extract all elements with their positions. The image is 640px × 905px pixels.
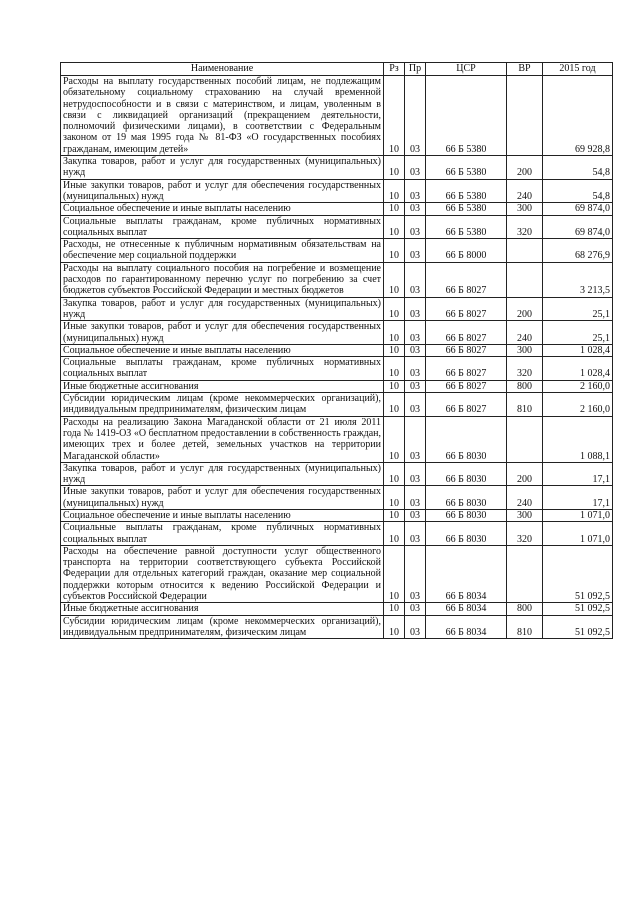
header-pr: Пр: [405, 63, 426, 76]
row-csr: 66 Б 5380: [426, 76, 507, 156]
row-amount: 69 928,8: [543, 76, 613, 156]
row-vr: 800: [507, 380, 543, 392]
row-rz: 10: [384, 615, 405, 639]
row-name: Расходы на обеспечение равной доступности услуг общественного транспорта на территории соответствующего субъекта Российской Федерации для отдельных категорий граждан, оказание мер социальной поддержки которым относится к ведению Российской Федерации и субъектов Российской Федерации: [61, 545, 384, 602]
row-pr: 03: [405, 262, 426, 297]
table-row: [61, 297, 613, 321]
row-amount: 1 071,0: [543, 522, 613, 546]
row-vr: 320: [507, 522, 543, 546]
row-rz: 10: [384, 156, 405, 180]
row-vr: 300: [507, 203, 543, 215]
header-rz: Рз: [384, 63, 405, 76]
table-row: [61, 76, 613, 156]
table-row: [61, 462, 613, 486]
row-pr: 03: [405, 380, 426, 392]
row-name: Закупка товаров, работ и услуг для государственных (муниципальных) нужд: [61, 156, 384, 180]
row-csr: 66 Б 8027: [426, 357, 507, 381]
table-row: [61, 486, 613, 510]
row-rz: 10: [384, 179, 405, 203]
row-pr: 03: [405, 344, 426, 356]
row-csr: 66 Б 8030: [426, 486, 507, 510]
row-name: Социальные выплаты гражданам, кроме публичных нормативных социальных выплат: [61, 215, 384, 239]
row-vr: 240: [507, 321, 543, 345]
row-name: Иные закупки товаров, работ и услуг для обеспечения государственных (муниципальных) нужд: [61, 179, 384, 203]
row-rz: 10: [384, 321, 405, 345]
row-name: Расходы на выплату социального пособия на погребение и возмещение расходов по гарантированному перечню услуг по погребению за счет бюджетов субъектов Российской Федерации и местных бюджетов: [61, 262, 384, 297]
table-row: [61, 416, 613, 462]
table-row: [61, 509, 613, 521]
row-name: Расходы, не отнесенные к публичным нормативным обязательствам на обеспечение мер социальной поддержки: [61, 239, 384, 263]
row-amount: 25,1: [543, 297, 613, 321]
row-amount: 1 028,4: [543, 344, 613, 356]
row-pr: 03: [405, 179, 426, 203]
table-row: [61, 344, 613, 356]
table-row: [61, 545, 613, 602]
row-vr: 200: [507, 156, 543, 180]
row-csr: 66 Б 8034: [426, 545, 507, 602]
row-amount: 69 874,0: [543, 203, 613, 215]
table-row: [61, 239, 613, 263]
row-csr: 66 Б 8034: [426, 603, 507, 615]
row-amount: 2 160,0: [543, 393, 613, 417]
row-name: Социальное обеспечение и иные выплаты населению: [61, 344, 384, 356]
row-pr: 03: [405, 297, 426, 321]
row-amount: 3 213,5: [543, 262, 613, 297]
row-pr: 03: [405, 416, 426, 462]
row-pr: 03: [405, 545, 426, 602]
row-csr: 66 Б 8027: [426, 344, 507, 356]
row-pr: 03: [405, 76, 426, 156]
row-rz: 10: [384, 262, 405, 297]
table-row: [61, 393, 613, 417]
table-row: [61, 215, 613, 239]
row-name: Социальные выплаты гражданам, кроме публичных нормативных социальных выплат: [61, 357, 384, 381]
row-vr: 800: [507, 603, 543, 615]
row-amount: 1 028,4: [543, 357, 613, 381]
row-amount: 69 874,0: [543, 215, 613, 239]
row-rz: 10: [384, 380, 405, 392]
row-pr: 03: [405, 522, 426, 546]
row-pr: 03: [405, 486, 426, 510]
row-amount: 54,8: [543, 156, 613, 180]
row-csr: 66 Б 8027: [426, 380, 507, 392]
row-rz: 10: [384, 603, 405, 615]
table-row: [61, 179, 613, 203]
row-vr: 200: [507, 297, 543, 321]
row-csr: 66 Б 8030: [426, 416, 507, 462]
row-rz: 10: [384, 297, 405, 321]
row-rz: 10: [384, 545, 405, 602]
row-pr: 03: [405, 239, 426, 263]
row-amount: 51 092,5: [543, 603, 613, 615]
row-pr: 03: [405, 509, 426, 521]
row-name: Закупка товаров, работ и услуг для государственных (муниципальных) нужд: [61, 462, 384, 486]
row-name: Иные бюджетные ассигнования: [61, 380, 384, 392]
table-row: [61, 203, 613, 215]
row-name: Социальное обеспечение и иные выплаты населению: [61, 509, 384, 521]
row-amount: 25,1: [543, 321, 613, 345]
row-amount: 51 092,5: [543, 615, 613, 639]
row-vr: 300: [507, 509, 543, 521]
row-csr: 66 Б 5380: [426, 215, 507, 239]
row-rz: 10: [384, 76, 405, 156]
row-name: Субсидии юридическим лицам (кроме некоммерческих организаций), индивидуальным предпринимателям, физическим лицам: [61, 615, 384, 639]
row-vr: [507, 239, 543, 263]
table-row: [61, 380, 613, 392]
row-vr: 320: [507, 357, 543, 381]
row-name: Социальные выплаты гражданам, кроме публичных нормативных социальных выплат: [61, 522, 384, 546]
row-vr: 300: [507, 344, 543, 356]
row-name: Расходы на реализацию Закона Магаданской области от 21 июля 2011 года № 1419-ОЗ «О бесплатном предоставлении в собственность граждан, имеющих трех и более детей, земельных участков на территории Магаданской области»: [61, 416, 384, 462]
row-rz: 10: [384, 344, 405, 356]
row-name: Иные бюджетные ассигнования: [61, 603, 384, 615]
row-pr: 03: [405, 203, 426, 215]
row-rz: 10: [384, 509, 405, 521]
row-csr: 66 Б 8027: [426, 393, 507, 417]
row-vr: 810: [507, 615, 543, 639]
row-amount: 1 071,0: [543, 509, 613, 521]
row-pr: 03: [405, 615, 426, 639]
row-csr: 66 Б 8000: [426, 239, 507, 263]
row-csr: 66 Б 8030: [426, 462, 507, 486]
row-amount: 1 088,1: [543, 416, 613, 462]
table-row: [61, 156, 613, 180]
row-name: Закупка товаров, работ и услуг для государственных (муниципальных) нужд: [61, 297, 384, 321]
row-amount: 17,1: [543, 462, 613, 486]
row-rz: 10: [384, 239, 405, 263]
row-csr: 66 Б 8027: [426, 262, 507, 297]
row-rz: 10: [384, 357, 405, 381]
row-rz: 10: [384, 462, 405, 486]
row-vr: [507, 545, 543, 602]
row-csr: 66 Б 5380: [426, 179, 507, 203]
row-amount: 68 276,9: [543, 239, 613, 263]
row-rz: 10: [384, 393, 405, 417]
row-amount: 17,1: [543, 486, 613, 510]
document-page: [60, 62, 612, 639]
row-vr: 320: [507, 215, 543, 239]
row-pr: 03: [405, 156, 426, 180]
row-pr: 03: [405, 321, 426, 345]
row-name: Социальное обеспечение и иные выплаты населению: [61, 203, 384, 215]
row-rz: 10: [384, 486, 405, 510]
row-rz: 10: [384, 416, 405, 462]
header-vr: ВР: [507, 63, 543, 76]
row-amount: 54,8: [543, 179, 613, 203]
row-amount: 51 092,5: [543, 545, 613, 602]
row-csr: 66 Б 5380: [426, 203, 507, 215]
row-csr: 66 Б 8027: [426, 297, 507, 321]
table-row: [61, 262, 613, 297]
table-row: [61, 321, 613, 345]
table-row: [61, 603, 613, 615]
row-pr: 03: [405, 357, 426, 381]
row-amount: 2 160,0: [543, 380, 613, 392]
header-csr: ЦСР: [426, 63, 507, 76]
row-csr: 66 Б 8027: [426, 321, 507, 345]
row-csr: 66 Б 8030: [426, 509, 507, 521]
row-pr: 03: [405, 462, 426, 486]
row-name: Субсидии юридическим лицам (кроме некоммерческих организаций), индивидуальным предпринимателям, физическим лицам: [61, 393, 384, 417]
row-vr: [507, 76, 543, 156]
row-vr: 810: [507, 393, 543, 417]
budget-table: [60, 62, 613, 639]
row-pr: 03: [405, 603, 426, 615]
table-row: [61, 357, 613, 381]
row-vr: [507, 262, 543, 297]
header-name: Наименование: [61, 63, 384, 76]
row-vr: 200: [507, 462, 543, 486]
row-pr: 03: [405, 393, 426, 417]
row-name: Иные закупки товаров, работ и услуг для обеспечения государственных (муниципальных) нужд: [61, 486, 384, 510]
row-name: Иные закупки товаров, работ и услуг для обеспечения государственных (муниципальных) нужд: [61, 321, 384, 345]
row-rz: 10: [384, 215, 405, 239]
row-vr: 240: [507, 179, 543, 203]
row-name: Расходы на выплату государственных пособий лицам, не подлежащим обязательному социальному страхованию на случай временной нетрудоспособности и в связи с материнством, и лицам, уволенным в связи с ликвидацией организаций (прекращением деятельности, полномочий физическими лицами), в соответствии с Федеральным законом от 19 мая 1995 года № 81-ФЗ «О государственных пособиях гражданам, имеющим детей»: [61, 76, 384, 156]
table-row: [61, 615, 613, 639]
row-pr: 03: [405, 215, 426, 239]
row-vr: 240: [507, 486, 543, 510]
table-header-row: [61, 63, 613, 76]
header-amount: 2015 год: [543, 63, 613, 76]
table-body: [61, 76, 613, 639]
row-rz: 10: [384, 522, 405, 546]
row-csr: 66 Б 8030: [426, 522, 507, 546]
table-row: [61, 522, 613, 546]
row-rz: 10: [384, 203, 405, 215]
row-csr: 66 Б 5380: [426, 156, 507, 180]
row-csr: 66 Б 8034: [426, 615, 507, 639]
row-vr: [507, 416, 543, 462]
